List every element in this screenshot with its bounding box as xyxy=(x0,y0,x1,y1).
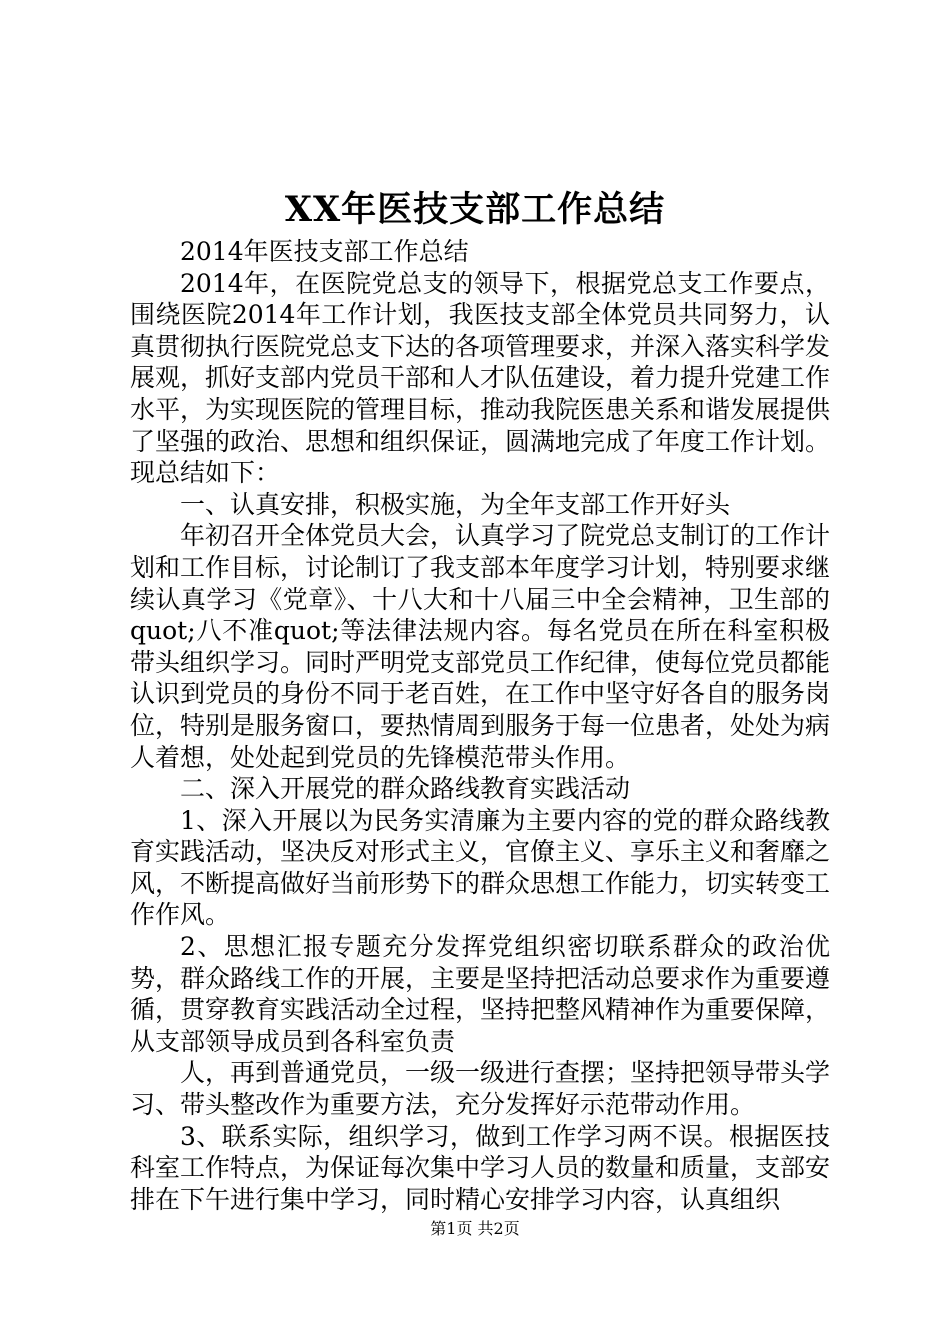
paragraph-section-1: 年初召开全体党员大会，认真学习了院党总支制订的工作计划和工作目标，讨论制订了我支部本年度学习计划，特别要求继续认真学习《党章》、十八大和十八届三中全会精神，卫生部的quot;八不准quot;等法律法规内容。每名党员在所在科室积极带头组织学习。同时严明党支部党员工作纪律，使每位党员都能认识到党员的身份不同于老百姓，在工作中坚守好各自的服务岗位，特别是服务窗口，要热情周到服务于每一位患者，处处为病人着想，处处起到党员的先锋模范带头作用。 xyxy=(130,521,831,772)
paragraph-item-2-continued: 人，再到普通党员，一级一级进行查摆；坚持把领导带头学习、带头整改作为重要方法，充分发挥好示范带动作用。 xyxy=(130,1058,831,1120)
paragraph-subtitle: 2014年医技支部工作总结 xyxy=(180,237,469,266)
document-title: XX年医技支部工作总结 xyxy=(284,189,666,230)
page-footer: 第1页 共2页 xyxy=(430,1219,520,1238)
paragraph-item-1: 1、深入开展以为民务实清廉为主要内容的党的群众路线教育实践活动，坚决反对形式主义，官僚主义、享乐主义和奢靡之风，不断提高做好当前形势下的群众思想工作能力，切实转变工作作风。 xyxy=(130,805,831,930)
section-heading-2: 二、深入开展党的群众路线教育实践活动 xyxy=(180,774,631,804)
document-body xyxy=(130,236,830,1215)
section-heading-1: 一、认真安排，积极实施，为全年支部工作开好头 xyxy=(180,489,731,519)
paragraph-item-3: 3、联系实际，组织学习，做到工作学习两不误。根据医技科室工作特点，为保证每次集中学习人员的数量和质量，支部安排在下午进行集中学习，同时精心安排学习内容，认真组织 xyxy=(130,1121,831,1214)
paragraph-item-2: 2、思想汇报专题充分发挥党组织密切联系群众的政治优势，群众路线工作的开展，主要是坚持把活动总要求作为重要遵循，贯穿教育实践活动全过程，坚持把整风精神作为重要保障，从支部领导成员到各科室负责 xyxy=(130,932,831,1056)
paragraph-intro: 2014年，在医院党总支的领导下，根据党总支工作要点，围绕医院2014年工作计划，我医技支部全体党员共同努力，认真贯彻执行医院党总支下达的各项管理要求，并深入落实科学发展观，抓好支部内党员干部和人才队伍建设，着力提升党建工作水平，为实现医院的管理目标，推动我院医患关系和谐发展提供了坚强的政治、思想和组织保证，圆满地完成了年度工作计划。现总结如下： xyxy=(130,268,831,488)
